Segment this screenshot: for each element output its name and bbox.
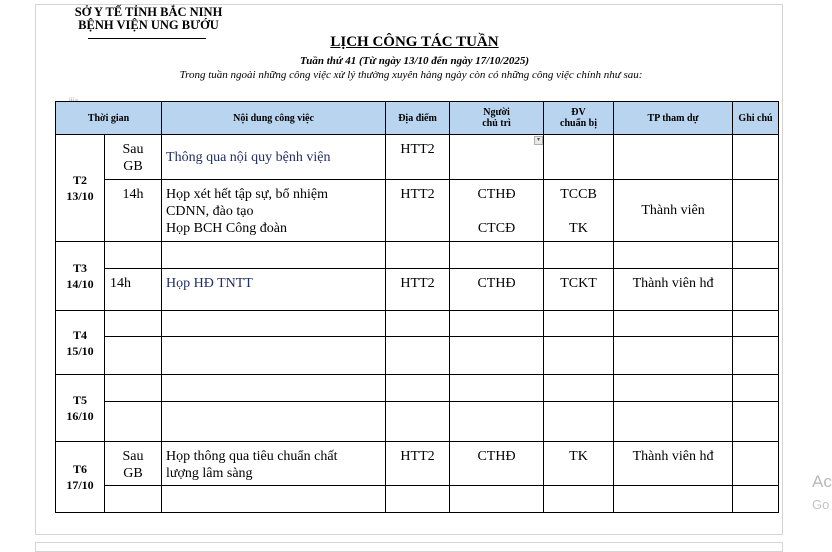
content-line: lượng lâm sàng xyxy=(166,466,253,481)
content-line: Họp thông qua tiêu chuẩn chất xyxy=(166,449,338,464)
time-cell xyxy=(105,486,162,513)
day-cell-t3 xyxy=(56,242,105,311)
table-row xyxy=(56,180,779,242)
host-cell[interactable] xyxy=(450,402,544,442)
prep-cell[interactable] xyxy=(544,375,614,402)
host-cell[interactable] xyxy=(450,337,544,375)
day-date: 13/10 xyxy=(66,189,94,203)
prep-line: TCCB xyxy=(560,187,597,202)
note-cell[interactable] xyxy=(733,442,779,486)
host-cell[interactable] xyxy=(450,180,544,242)
schedule-table xyxy=(55,101,779,513)
header-attend: TP tham dự xyxy=(614,102,733,135)
note-cell[interactable] xyxy=(733,375,779,402)
time-line2: GB xyxy=(123,466,143,481)
attend-cell[interactable] xyxy=(614,337,733,375)
note-cell[interactable] xyxy=(733,269,779,311)
attend-cell[interactable] xyxy=(614,486,733,513)
header-host-line1: Người xyxy=(483,107,510,118)
day-date: 14/10 xyxy=(66,277,94,291)
intro-text: Trong tuần ngoài những công việc xử lý thường xuyên hàng ngày còn có những công việc chính như sau: xyxy=(179,69,643,81)
location-cell[interactable] xyxy=(386,375,450,402)
attend-cell[interactable]: Thành viên hđ xyxy=(614,269,733,311)
prep-cell[interactable] xyxy=(544,311,614,337)
organization-header xyxy=(66,6,231,32)
table-row xyxy=(56,337,779,375)
document-subtitle: Tuần thứ 41 (Từ ngày 13/10 đến ngày 17/10/2025) xyxy=(299,55,530,67)
location-cell[interactable] xyxy=(386,311,450,337)
host-cell[interactable] xyxy=(450,135,544,180)
day-label: T4 xyxy=(72,327,87,342)
time-cell xyxy=(105,402,162,442)
prep-cell[interactable] xyxy=(544,135,614,180)
prep-cell[interactable]: TK xyxy=(544,442,614,486)
time-line2: GB xyxy=(123,159,143,174)
header-time: Thời gian xyxy=(56,102,162,135)
header-note: Ghi chú xyxy=(733,102,779,135)
location-cell[interactable]: HTT2 xyxy=(386,180,450,242)
location-cell[interactable]: HTT2 xyxy=(386,269,450,311)
attend-cell[interactable]: Thành viên hđ xyxy=(614,442,733,486)
note-cell[interactable] xyxy=(733,402,779,442)
day-label: T3 xyxy=(72,261,87,275)
host-line: CTHĐ xyxy=(477,187,516,202)
header-host-line2: chủ trì xyxy=(482,118,511,129)
note-cell[interactable] xyxy=(733,180,779,242)
table-row xyxy=(56,242,779,269)
location-cell[interactable]: HTT2 xyxy=(386,135,450,180)
content-cell[interactable] xyxy=(162,337,386,375)
host-cell[interactable]: CTHĐ xyxy=(450,269,544,311)
header-row xyxy=(56,102,779,135)
time-cell xyxy=(105,442,162,486)
table-row xyxy=(56,311,779,337)
prep-cell[interactable] xyxy=(544,242,614,269)
content-cell[interactable] xyxy=(162,442,386,486)
host-line: CTCĐ xyxy=(477,221,516,236)
content-line: Họp xét hết tập sự, bổ nhiệm xyxy=(166,187,328,202)
time-cell xyxy=(105,242,162,269)
activate-watermark-line2: Go xyxy=(812,497,830,512)
content-cell[interactable] xyxy=(162,402,386,442)
content-cell[interactable]: Họp HĐ TNTT xyxy=(162,269,386,311)
title-text: LỊCH CÔNG TÁC TUẦN xyxy=(330,34,499,50)
host-cell[interactable]: CTHĐ xyxy=(450,442,544,486)
table-row xyxy=(56,269,779,311)
day-cell-t6 xyxy=(56,442,105,513)
prep-cell[interactable] xyxy=(544,402,614,442)
org-line-2: BỆNH VIỆN UNG BƯỚU xyxy=(78,18,219,32)
day-cell-t2 xyxy=(56,135,105,242)
table-row xyxy=(56,135,779,180)
dropdown-arrow-icon[interactable]: ▾ xyxy=(534,136,543,145)
prep-cell[interactable]: TCKT xyxy=(544,269,614,311)
content-cell[interactable] xyxy=(162,311,386,337)
day-cell-t4 xyxy=(56,311,105,375)
attend-cell[interactable] xyxy=(614,135,733,180)
location-cell[interactable] xyxy=(386,486,450,513)
content-cell[interactable] xyxy=(162,242,386,269)
next-document-page xyxy=(35,542,783,552)
document-title xyxy=(0,34,829,51)
activate-watermark-line1: Ac xyxy=(812,472,832,491)
content-line: Họp BCH Công đoàn xyxy=(166,221,287,236)
attend-cell[interactable] xyxy=(614,311,733,337)
content-line: CDNN, đào tạo xyxy=(166,204,254,219)
location-cell[interactable] xyxy=(386,402,450,442)
location-cell[interactable] xyxy=(386,242,450,269)
header-prep-line1: ĐV xyxy=(571,107,586,118)
attend-cell[interactable] xyxy=(614,375,733,402)
location-cell[interactable] xyxy=(386,337,450,375)
host-cell[interactable] xyxy=(450,311,544,337)
host-cell[interactable] xyxy=(450,375,544,402)
host-cell[interactable] xyxy=(450,486,544,513)
header-location: Địa điểm xyxy=(386,102,450,135)
time-cell xyxy=(105,337,162,375)
note-cell[interactable] xyxy=(733,311,779,337)
day-label: T6 xyxy=(72,462,87,476)
content-cell[interactable]: Thông qua nội quy bệnh viện xyxy=(162,135,386,180)
content-cell[interactable] xyxy=(162,375,386,402)
time-cell xyxy=(105,311,162,337)
header-content: Nội dung công việc xyxy=(162,102,386,135)
prep-cell[interactable] xyxy=(544,180,614,242)
day-cell-t5 xyxy=(56,375,105,442)
attend-cell[interactable] xyxy=(614,402,733,442)
note-cell[interactable] xyxy=(733,337,779,375)
day-date: 17/10 xyxy=(66,478,94,492)
content-cell[interactable] xyxy=(162,486,386,513)
day-date: 16/10 xyxy=(66,409,94,423)
table-row xyxy=(56,375,779,402)
attend-cell[interactable]: Thành viên xyxy=(614,180,733,242)
time-line1: Sau xyxy=(122,142,144,157)
content-cell[interactable] xyxy=(162,180,386,242)
table-row xyxy=(56,442,779,486)
note-cell[interactable] xyxy=(733,486,779,513)
day-date: 15/10 xyxy=(66,343,94,358)
host-cell[interactable] xyxy=(450,242,544,269)
time-cell: 14h xyxy=(105,180,162,242)
time-cell xyxy=(105,375,162,402)
time-cell xyxy=(105,135,162,180)
day-label: T5 xyxy=(72,393,87,407)
prep-cell[interactable] xyxy=(544,486,614,513)
time-line1: Sau xyxy=(122,449,144,464)
prep-cell[interactable] xyxy=(544,337,614,375)
org-line-1: SỞ Y TẾ TỈNH BẮC NINH xyxy=(74,5,223,19)
attend-cell[interactable] xyxy=(614,242,733,269)
day-label: T2 xyxy=(72,173,87,187)
table-row xyxy=(56,402,779,442)
location-cell[interactable]: HTT2 xyxy=(386,442,450,486)
header-prep xyxy=(544,102,614,135)
prep-line: TK xyxy=(569,221,588,236)
time-cell: 14h xyxy=(105,269,162,311)
header-host xyxy=(450,102,544,135)
table-row xyxy=(56,486,779,513)
header-prep-line2: chuẩn bị xyxy=(560,118,597,129)
note-cell[interactable] xyxy=(733,135,779,180)
note-cell[interactable] xyxy=(733,242,779,269)
